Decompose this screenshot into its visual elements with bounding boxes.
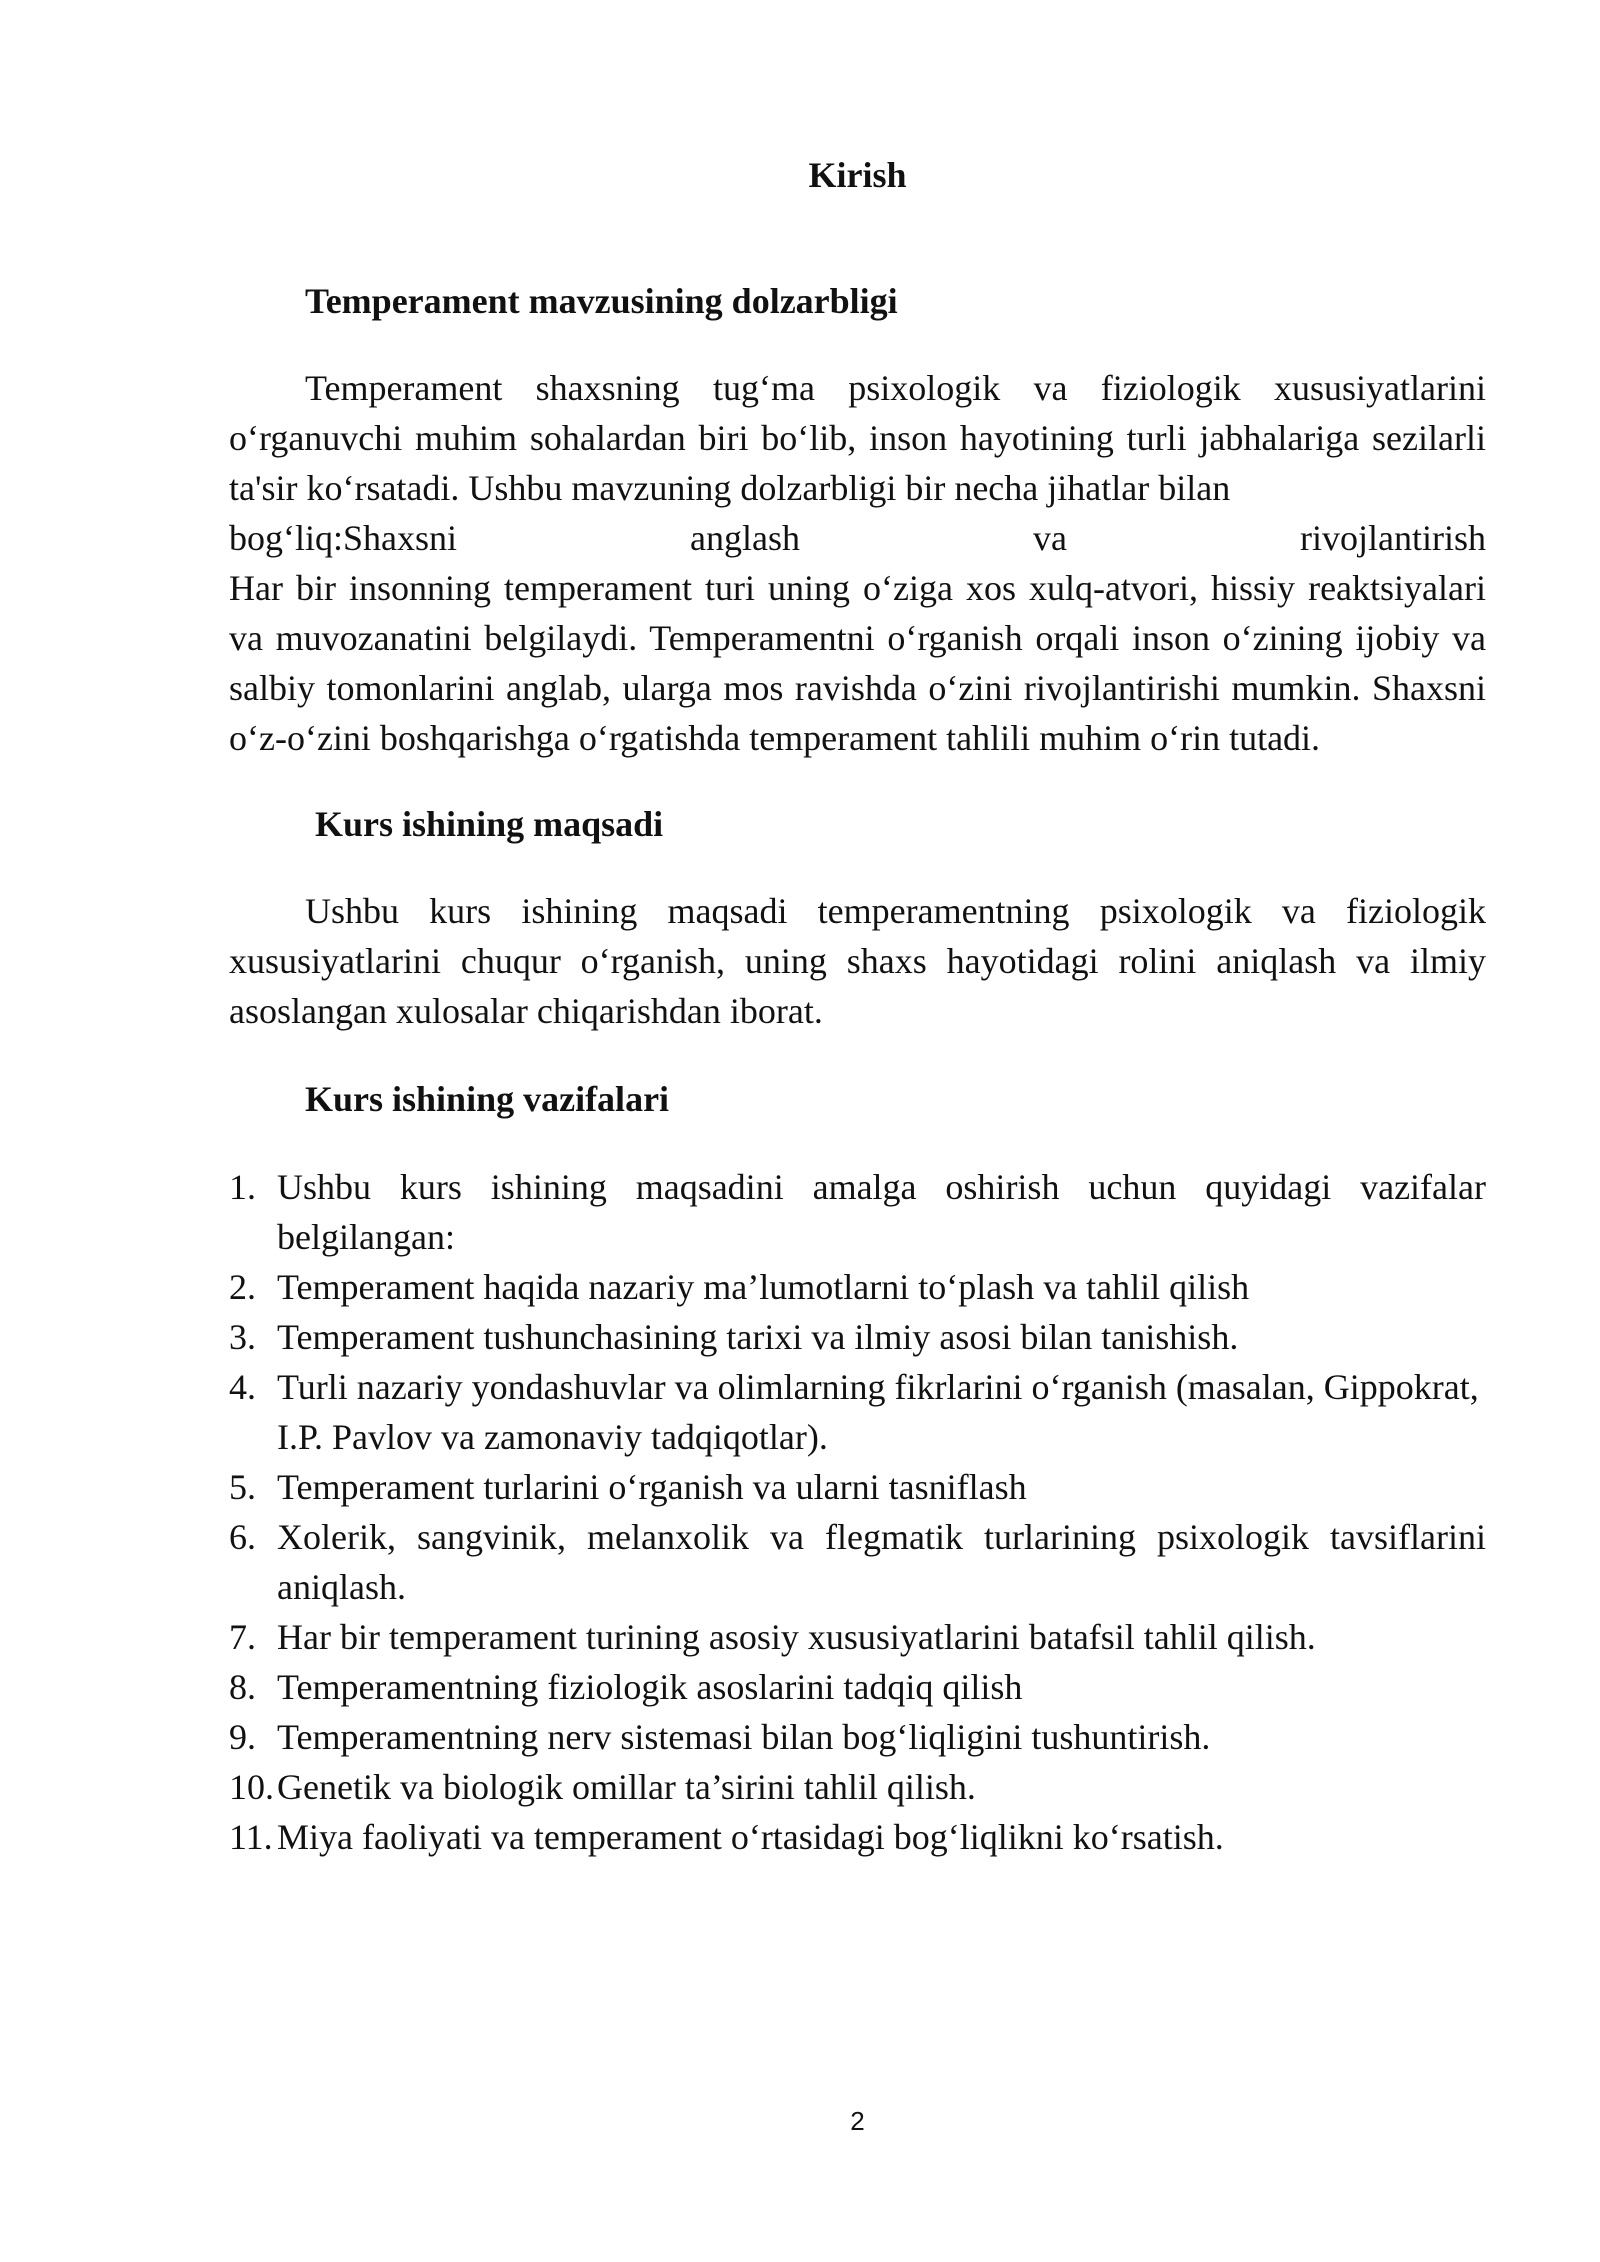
list-item [229, 1462, 1486, 1512]
list-item [229, 1512, 1486, 1612]
list-item [229, 1162, 1486, 1262]
list-item [229, 1262, 1486, 1312]
list-item-text: Genetik va biologik omillar ta’sirini tahlil qilish. [277, 1767, 976, 1807]
list-item [229, 1762, 1486, 1812]
list-item-text: Turli nazariy yondashuvlar va olimlarning fikrlarini o‘rganish (masalan, Gippokrat, I.P. Pavlov va zamonaviy tadqiqotlar). [277, 1367, 1479, 1457]
section-heading-dolzarblik: Temperament mavzusining dolzarbligi [305, 281, 898, 321]
list-item-number: 5. [229, 1467, 256, 1507]
tasks-list [229, 1162, 1486, 1862]
list-item-text: Xolerik, sangvinik, melanxolik va flegmatik turlarining psixologik tavsiflarini aniqlash. [277, 1517, 1486, 1607]
list-item-text: Miya faoliyati va temperament o‘rtasidagi bog‘liqlikni ko‘rsatish. [277, 1817, 1224, 1857]
page-number: 2 [850, 2106, 865, 2136]
list-item [229, 1712, 1486, 1762]
list-item-number: 1. [229, 1167, 256, 1207]
list-item [229, 1812, 1486, 1862]
list-item-text: Temperament tushunchasining tarixi va ilmiy asosi bilan tanishish. [277, 1317, 1239, 1357]
paragraph-dolzarblik-intro: Temperament shaxsning tug‘ma psixologik va fiziologik xususiyatlarini o‘rganuvchi muhim sohalardan biri bo‘lib, inson hayotining turli jabhalariga sezilarli ta'sir ko‘rsatadi. Ushbu mavzuning dolzarbligi bir necha jihatlar bilan [229, 368, 1486, 508]
list-item [229, 1362, 1486, 1462]
paragraph-dolzarblik [229, 363, 1486, 763]
list-item-number: 8. [229, 1667, 256, 1707]
list-item-text: Temperamentning fiziologik asoslarini tadqiq qilish [277, 1667, 1023, 1707]
list-item-number: 9. [229, 1717, 256, 1757]
paragraph-dolzarblik-body: Har bir insonning temperament turi uning o‘ziga xos xulq-atvori, hissiy reaktsiyalari va muvozanatini belgilaydi. Temperamentni o‘rganish orqali inson o‘zining ijobiy va salbiy tomonlarini anglab, ularga mos ravishda o‘zini rivojlantirishi mumkin. Shaxsni o‘z-o‘zini boshqarishga o‘rgatishda temperament tahlili muhim o‘rin tutadi. [229, 568, 1486, 758]
page-title: Kirish [808, 155, 907, 195]
list-item-number: 11. [229, 1817, 273, 1857]
section-heading-vazifalar: Kurs ishining vazifalari [305, 1079, 670, 1119]
list-item-text: Ushbu kurs ishining maqsadini amalga oshirish uchun quyidagi vazifalar belgilangan: [277, 1167, 1486, 1257]
list-item-number: 2. [229, 1267, 256, 1307]
list-item-number: 7. [229, 1617, 256, 1657]
paragraph-maqsad: Ushbu kurs ishining maqsadi temperamentning psixologik va fiziologik xususiyatlarini chuqur o‘rganish, uning shaxs hayotidagi rolini aniqlash va ilmiy asoslangan xulosalar chiqarishdan iborat. [229, 891, 1486, 1031]
section-heading-maqsad: Kurs ishining maqsadi [315, 804, 664, 844]
list-item-number: 6. [229, 1517, 256, 1557]
list-item [229, 1662, 1486, 1712]
paragraph-dolzarblik-subline: bog‘liq:Shaxsni anglash va rivojlantirish [229, 518, 1486, 558]
list-item-text: Temperamentning nerv sistemasi bilan bog‘liqligini tushuntirish. [277, 1717, 1211, 1757]
list-item [229, 1312, 1486, 1362]
list-item [229, 1612, 1486, 1662]
document-page [229, 0, 1486, 2262]
list-item-number: 4. [229, 1367, 256, 1407]
list-item-text: Har bir temperament turining asosiy xususiyatlarini batafsil tahlil qilish. [277, 1617, 1316, 1657]
list-item-text: Temperament turlarini o‘rganish va ularni tasniflash [277, 1467, 1027, 1507]
list-item-text: Temperament haqida nazariy ma’lumotlarni to‘plash va tahlil qilish [277, 1267, 1250, 1307]
list-item-number: 3. [229, 1317, 256, 1357]
list-item-number: 10. [229, 1767, 274, 1807]
